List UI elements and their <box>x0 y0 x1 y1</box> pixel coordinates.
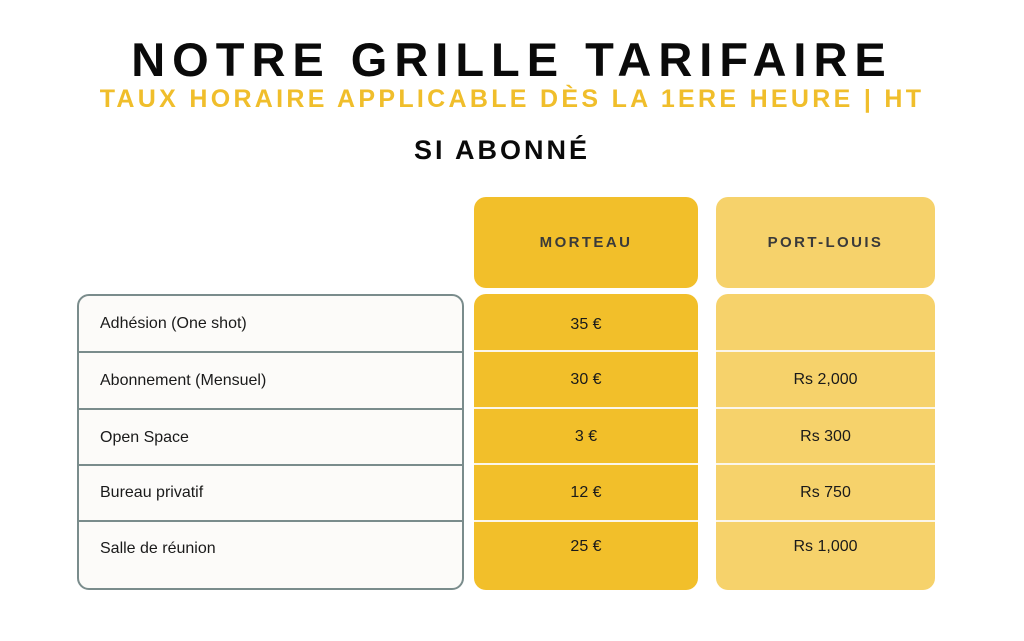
cell-port-louis-adhesion <box>716 294 935 355</box>
row-label-adhesion: Adhésion (One shot) <box>100 315 247 332</box>
row-label-salle-de-reunion: Salle de réunion <box>100 540 216 557</box>
cell-morteau-salle-de-reunion: 25 € <box>570 538 602 555</box>
row-labels-panel <box>77 294 464 590</box>
row-label-open-space: Open Space <box>100 429 189 446</box>
section-title: SI ABONNÉ <box>413 135 590 165</box>
cell-port-louis-salle-de-reunion: Rs 1,000 <box>793 538 858 555</box>
cell-port-louis-abonnement: Rs 2,000 <box>793 370 858 388</box>
cell-port-louis-open-space: Rs 300 <box>800 427 851 445</box>
column-header-morteau: MORTEAU <box>474 197 698 288</box>
cell-port-louis-bureau-privatif: Rs 750 <box>800 483 851 501</box>
page-title: NOTRE GRILLE TARIFAIRE <box>131 33 893 86</box>
row-label-abonnement: Abonnement (Mensuel) <box>100 372 267 389</box>
row-label-bureau-privatif: Bureau privatif <box>100 484 204 501</box>
cell-morteau-adhesion: 35 € <box>570 315 602 333</box>
column-header-port-louis: PORT-LOUIS <box>716 197 935 288</box>
column-morteau <box>474 294 698 590</box>
cell-morteau-abonnement: 30 € <box>570 370 602 388</box>
cell-morteau-bureau-privatif: 12 € <box>570 483 602 501</box>
column-port-louis <box>716 294 935 590</box>
cell-morteau-open-space: 3 € <box>574 427 598 445</box>
page-subtitle: TAUX HORAIRE APPLICABLE DÈS LA 1ERE HEURE | HT <box>99 85 925 113</box>
